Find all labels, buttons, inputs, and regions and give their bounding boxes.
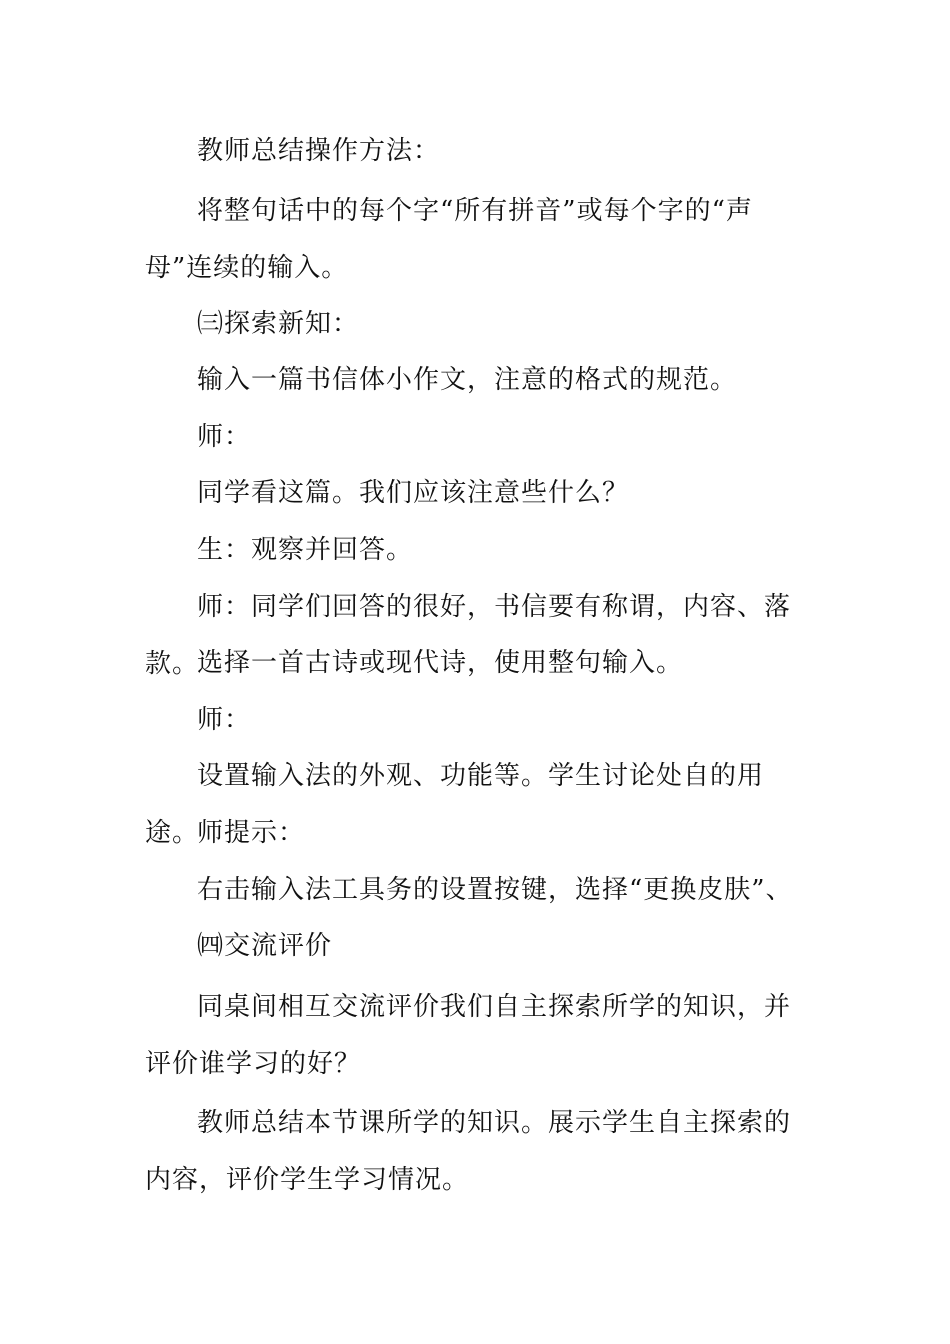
heading-explore-new-knowledge: ㈢探索新知： [197, 309, 360, 339]
paragraph-letter-essay-task: 输入一篇书信体小作文，注意的格式的规范。 [197, 365, 738, 395]
paragraph-teacher-summary-method: 教师总结操作方法： [197, 136, 441, 166]
paragraph-teacher-question: 同学看这篇。我们应该注意些什么？ [197, 478, 630, 508]
paragraph-student-answer: 生：观察并回答。 [197, 535, 414, 565]
paragraph-teacher-final-summary: 教师总结本节课所学的知识。展示学生自主探索的内容，评价学生学习情况。 [145, 1108, 792, 1195]
paragraph-teacher-label-2: 师： [197, 705, 252, 735]
paragraph-poem-task: 选择一首古诗或现代诗，使用整句输入。 [197, 648, 684, 678]
paragraph-whole-sentence-input: 将整句话中的每个字“所有拼音”或每个字的“声母”连续的输入。 [145, 196, 753, 283]
paragraph-teacher-hint-label: 师提示： [197, 818, 306, 848]
paragraph-teacher-feedback: 师：同学们回答的很好，书信要有称谓，内容、落款。 [145, 592, 792, 679]
paragraph-input-settings: 设置输入法的外观、功能等。学生讨论处自的用途。 [145, 761, 765, 848]
paragraph-peer-evaluation: 同桌间相互交流评价我们自主探索所学的知识，并评价谁学习的好？ [145, 992, 792, 1079]
paragraph-teacher-label-1: 师： [197, 422, 252, 452]
heading-exchange-evaluation: ㈣交流评价 [197, 931, 333, 961]
paragraph-right-click-hint: 右击输入法工具务的设置按键，选择“更换皮肤”、 [197, 875, 793, 905]
